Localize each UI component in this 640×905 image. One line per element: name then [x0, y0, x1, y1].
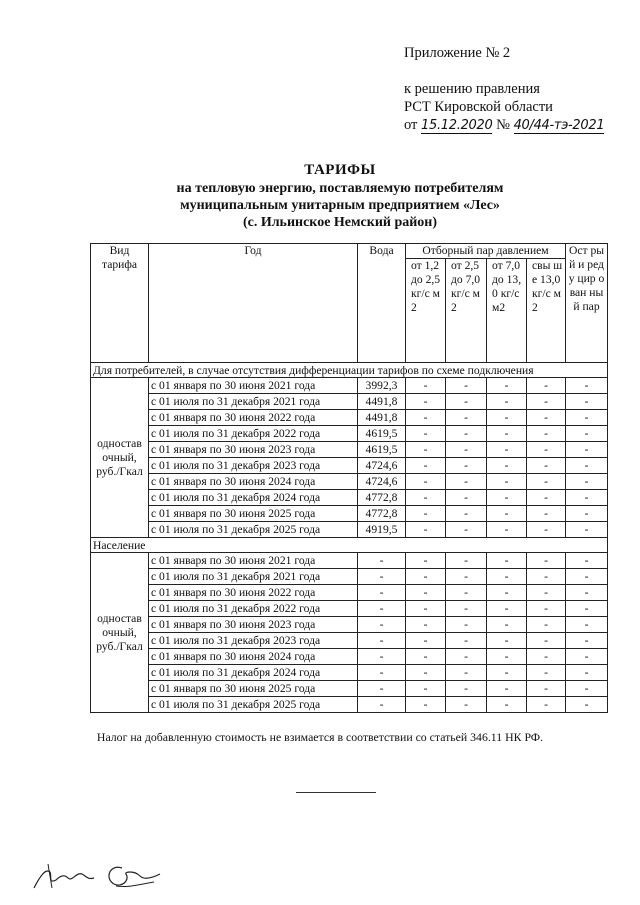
steam-value-cell: - [446, 522, 487, 538]
period-cell: с 01 января по 30 июня 2025 года [149, 506, 358, 522]
period-cell: с 01 июля по 31 декабря 2023 года [149, 633, 358, 649]
header-steam-4: свы ше 13,0 кг/с м2 [527, 259, 566, 363]
water-value-cell: 4772,8 [358, 490, 406, 506]
period-cell: с 01 января по 30 июня 2024 года [149, 474, 358, 490]
steam-value-cell: - [406, 394, 446, 410]
number-label: № [496, 117, 510, 133]
steam-value-cell: - [566, 585, 608, 601]
water-value-cell: - [358, 649, 406, 665]
steam-value-cell: - [487, 633, 527, 649]
steam-value-cell: - [487, 458, 527, 474]
header-steam-group: Отборный пар давлением [406, 244, 566, 259]
steam-value-cell: - [487, 410, 527, 426]
table-row [91, 410, 608, 426]
water-value-cell: 4772,8 [358, 506, 406, 522]
steam-value-cell: - [527, 426, 566, 442]
steam-value-cell: - [527, 522, 566, 538]
table-row [91, 442, 608, 458]
section-row [91, 538, 608, 553]
appendix-date-line [404, 116, 604, 134]
period-cell: с 01 января по 30 июня 2024 года [149, 649, 358, 665]
steam-value-cell: - [446, 394, 487, 410]
table-row [91, 394, 608, 410]
table-row [91, 378, 608, 394]
steam-value-cell: - [446, 490, 487, 506]
steam-value-cell: - [487, 665, 527, 681]
steam-value-cell: - [446, 633, 487, 649]
appendix-line-2: РСТ Кировской области [404, 99, 553, 115]
title-line-3: (с. Ильинское Немский район) [242, 215, 438, 230]
water-value-cell: - [358, 569, 406, 585]
steam-value-cell: - [527, 617, 566, 633]
steam-value-cell: - [446, 585, 487, 601]
period-cell: с 01 июля по 31 декабря 2024 года [149, 665, 358, 681]
table-row [91, 697, 608, 713]
steam-value-cell: - [446, 697, 487, 713]
water-value-cell: - [358, 697, 406, 713]
steam-value-cell: - [487, 617, 527, 633]
table-row [91, 617, 608, 633]
steam-value-cell: - [446, 569, 487, 585]
steam-value-cell: - [406, 426, 446, 442]
steam-value-cell: - [406, 681, 446, 697]
steam-value-cell: - [487, 569, 527, 585]
section-label: Население [91, 538, 608, 553]
handwritten-number: 40/44-тэ-2021 [513, 118, 605, 133]
steam-value-cell: - [527, 506, 566, 522]
steam-value-cell: - [446, 442, 487, 458]
steam-value-cell: - [566, 649, 608, 665]
steam-value-cell: - [406, 665, 446, 681]
steam-value-cell: - [566, 474, 608, 490]
water-value-cell: 4619,5 [358, 442, 406, 458]
table-row [91, 474, 608, 490]
steam-value-cell: - [446, 426, 487, 442]
table-row [91, 553, 608, 569]
period-cell: с 01 января по 30 июня 2022 года [149, 585, 358, 601]
table-row [91, 665, 608, 681]
period-cell: с 01 января по 30 июня 2023 года [149, 617, 358, 633]
table-row [91, 569, 608, 585]
steam-value-cell: - [487, 522, 527, 538]
water-value-cell: 4724,6 [358, 474, 406, 490]
water-value-cell: 3992,3 [358, 378, 406, 394]
steam-value-cell: - [406, 522, 446, 538]
steam-value-cell: - [487, 553, 527, 569]
steam-value-cell: - [406, 442, 446, 458]
table-row [91, 522, 608, 538]
steam-value-cell: - [487, 506, 527, 522]
steam-value-cell: - [446, 665, 487, 681]
divider-line [296, 792, 376, 793]
header-kind: Вид тарифа [91, 244, 149, 363]
steam-value-cell: - [487, 426, 527, 442]
steam-value-cell: - [406, 474, 446, 490]
signature-icon [30, 858, 180, 894]
period-cell: с 01 июля по 31 декабря 2023 года [149, 458, 358, 474]
period-cell: с 01 июля по 31 декабря 2022 года [149, 601, 358, 617]
water-value-cell: - [358, 601, 406, 617]
table-row [91, 633, 608, 649]
steam-value-cell: - [527, 585, 566, 601]
period-cell: с 01 января по 30 июня 2021 года [149, 553, 358, 569]
steam-value-cell: - [406, 458, 446, 474]
steam-value-cell: - [527, 681, 566, 697]
title-heading: ТАРИФЫ [304, 162, 376, 178]
steam-value-cell: - [487, 442, 527, 458]
period-cell: с 01 июля по 31 декабря 2025 года [149, 522, 358, 538]
steam-value-cell: - [487, 697, 527, 713]
steam-value-cell: - [527, 378, 566, 394]
steam-value-cell: - [527, 442, 566, 458]
steam-value-cell: - [406, 633, 446, 649]
water-value-cell: 4919,5 [358, 522, 406, 538]
steam-value-cell: - [566, 426, 608, 442]
water-value-cell: - [358, 617, 406, 633]
steam-value-cell: - [566, 378, 608, 394]
table-row [91, 458, 608, 474]
steam-value-cell: - [406, 617, 446, 633]
steam-value-cell: - [446, 506, 487, 522]
steam-value-cell: - [566, 394, 608, 410]
table-row [91, 506, 608, 522]
steam-value-cell: - [527, 474, 566, 490]
header-steam-2: от 2,5 до 7,0 кг/с м2 [446, 259, 487, 363]
period-cell: с 01 января по 30 июня 2025 года [149, 681, 358, 697]
water-value-cell: 4491,8 [358, 410, 406, 426]
steam-value-cell: - [446, 458, 487, 474]
steam-value-cell: - [406, 649, 446, 665]
steam-value-cell: - [566, 410, 608, 426]
steam-value-cell: - [566, 506, 608, 522]
table-row [91, 585, 608, 601]
steam-value-cell: - [527, 665, 566, 681]
water-value-cell: - [358, 585, 406, 601]
steam-value-cell: - [566, 633, 608, 649]
steam-value-cell: - [566, 681, 608, 697]
header-water: Вода [358, 244, 406, 363]
water-value-cell: - [358, 633, 406, 649]
steam-value-cell: - [487, 681, 527, 697]
steam-value-cell: - [406, 697, 446, 713]
header-steam-3: от 7,0 до 13,0 кг/с м2 [487, 259, 527, 363]
appendix-block [404, 44, 604, 134]
appendix-number: Приложение № 2 [404, 45, 511, 61]
steam-value-cell: - [566, 617, 608, 633]
steam-value-cell: - [406, 410, 446, 426]
title-line-1: на тепловую энергию, поставляемую потребителям [176, 181, 504, 196]
steam-value-cell: - [527, 458, 566, 474]
title-line-2: муниципальным унитарным предприятием «Лес» [180, 198, 500, 213]
steam-value-cell: - [487, 378, 527, 394]
steam-value-cell: - [446, 410, 487, 426]
steam-value-cell: - [487, 601, 527, 617]
section-row [91, 363, 608, 378]
table-row [91, 649, 608, 665]
period-cell: с 01 июля по 31 декабря 2021 года [149, 394, 358, 410]
document-title [90, 162, 590, 231]
steam-value-cell: - [566, 697, 608, 713]
water-value-cell: 4491,8 [358, 394, 406, 410]
steam-value-cell: - [406, 553, 446, 569]
steam-value-cell: - [406, 585, 446, 601]
steam-value-cell: - [527, 601, 566, 617]
tariff-table [90, 243, 608, 713]
steam-value-cell: - [446, 378, 487, 394]
steam-value-cell: - [527, 490, 566, 506]
steam-value-cell: - [527, 633, 566, 649]
steam-value-cell: - [446, 681, 487, 697]
steam-value-cell: - [566, 458, 608, 474]
water-value-cell: - [358, 681, 406, 697]
table-body [91, 363, 608, 713]
period-cell: с 01 января по 30 июня 2023 года [149, 442, 358, 458]
handwritten-date: 15.12.2020 [421, 118, 493, 133]
steam-value-cell: - [566, 490, 608, 506]
steam-value-cell: - [446, 601, 487, 617]
steam-value-cell: - [406, 378, 446, 394]
steam-value-cell: - [487, 649, 527, 665]
table-row [91, 490, 608, 506]
period-cell: с 01 июля по 31 декабря 2022 года [149, 426, 358, 442]
period-cell: с 01 июля по 31 декабря 2024 года [149, 490, 358, 506]
steam-value-cell: - [566, 442, 608, 458]
steam-value-cell: - [566, 522, 608, 538]
header-sharp-steam: Ост рый и реду цир ован ный пар [566, 244, 608, 363]
steam-value-cell: - [487, 474, 527, 490]
tariff-kind-cell: одностав очный, руб./Гкал [91, 553, 149, 713]
steam-value-cell: - [527, 553, 566, 569]
period-cell: с 01 января по 30 июня 2022 года [149, 410, 358, 426]
steam-value-cell: - [527, 649, 566, 665]
section-label: Для потребителей, в случае отсутствия дифференциации тарифов по схеме подключения [91, 363, 608, 378]
steam-value-cell: - [446, 474, 487, 490]
header-steam-1: от 1,2 до 2,5 кг/с м2 [406, 259, 446, 363]
steam-value-cell: - [446, 553, 487, 569]
steam-value-cell: - [566, 601, 608, 617]
tariff-kind-cell: одностав очный, руб./Гкал [91, 378, 149, 538]
table-row [91, 601, 608, 617]
steam-value-cell: - [527, 569, 566, 585]
table-row [91, 681, 608, 697]
steam-value-cell: - [566, 569, 608, 585]
steam-value-cell: - [527, 697, 566, 713]
period-cell: с 01 июля по 31 декабря 2025 года [149, 697, 358, 713]
period-cell: с 01 июля по 31 декабря 2021 года [149, 569, 358, 585]
steam-value-cell: - [527, 410, 566, 426]
appendix-line-1: к решению правления [404, 81, 540, 97]
header-year: Год [149, 244, 358, 363]
steam-value-cell: - [406, 490, 446, 506]
water-value-cell: 4724,6 [358, 458, 406, 474]
steam-value-cell: - [406, 569, 446, 585]
tax-note: Налог на добавленную стоимость не взимается в соответствии со статьей 346.11 НК РФ. [96, 730, 544, 744]
steam-value-cell: - [487, 490, 527, 506]
steam-value-cell: - [487, 394, 527, 410]
steam-value-cell: - [566, 553, 608, 569]
steam-value-cell: - [446, 649, 487, 665]
steam-value-cell: - [566, 665, 608, 681]
water-value-cell: - [358, 665, 406, 681]
steam-value-cell: - [406, 506, 446, 522]
steam-value-cell: - [406, 601, 446, 617]
water-value-cell: 4619,5 [358, 426, 406, 442]
period-cell: с 01 января по 30 июня 2021 года [149, 378, 358, 394]
table-row [91, 426, 608, 442]
from-label: от [404, 117, 418, 133]
steam-value-cell: - [446, 617, 487, 633]
steam-value-cell: - [487, 585, 527, 601]
water-value-cell: - [358, 553, 406, 569]
steam-value-cell: - [527, 394, 566, 410]
